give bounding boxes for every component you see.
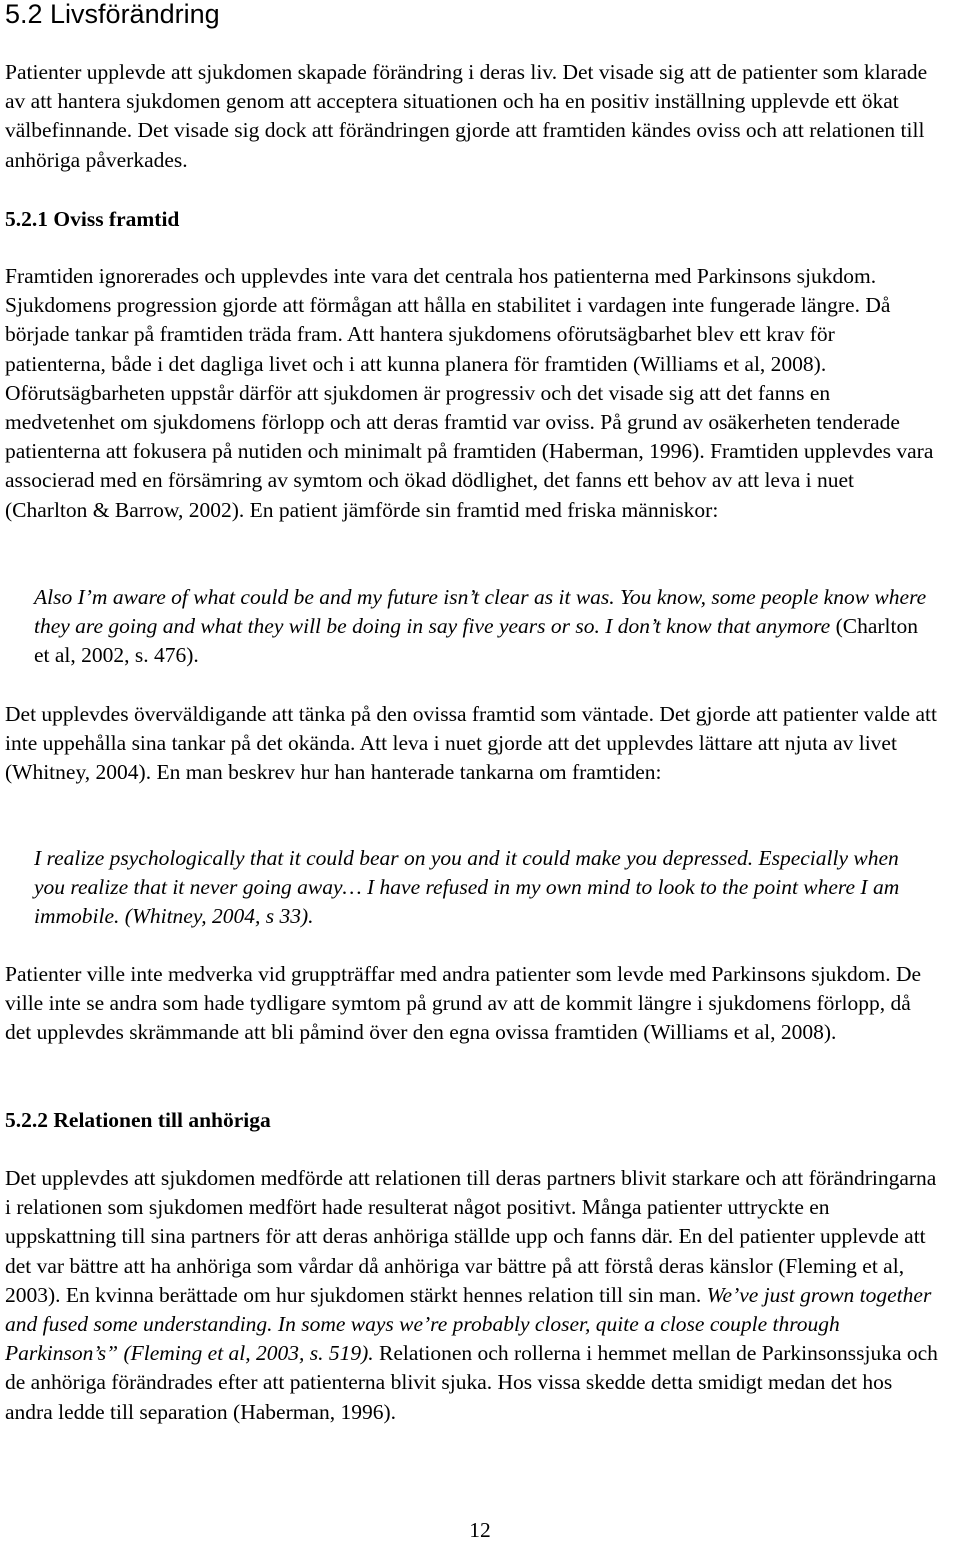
paragraph-oviss-framtid-3: Patienter ville inte medverka vid gruppträffar med andra patienter som levde med Parkinsons sjukdom. De ville inte se andra som hade tydligare symtom på grund av att de kommit längre i sjukdomens förlopp, då det upplevdes skrämmande att bli påmind över den egna ovissa framtiden (Williams et al, 2008). <box>5 962 922 1045</box>
paragraph-relationen <box>5 1164 940 1427</box>
paragraph-text: Relationen och rollerna i hemmet mellan de Parkinsonssjuka och de anhöriga förändrades efter att patienterna blivit sjuka. Hos vissa skedde detta smidigt medan det hos andra ledde till separation (Haberman, 1996). <box>5 1341 938 1424</box>
quote-text: I realize psychologically that it could bear on you and it could make you depressed. Especially when you realize that it never going away… I have refused in my own mind to look to the point where I am immobile. <box>34 846 900 929</box>
section-title: 5.2 Livsförändring <box>5 0 220 29</box>
quote-charlton <box>34 583 934 671</box>
paragraph-oviss-framtid-1: Framtiden ignorerades och upplevdes inte vara det centrala hos patienterna med Parkinsons sjukdom. Sjukdomens progression gjorde att förmågan att hålla en stabilitet i vardagen inte fungerade längre. Då började tankar på framtiden träda fram. Att hantera sjukdomens oförutsägbarhet blev ett krav för patienterna, både i det dagliga livet och i att kunna planera för framtiden (Williams et al, 2008). Oförutsägbarheten uppstår därför att sjukdomen är progressiv och det visade sig att det fanns en medvetenhet om sjukdomens förlopp och att deras framtid var oviss. På grund av osäkerheten tenderade patienterna att fokusera på nutiden och minimalt på framtiden (Haberman, 1996). Framtiden upplevdes vara associerad med en försämring av symtom och ökad dödlighet, det fanns ett behov av att leva i nuet (Charlton & Barrow, 2002). En patient jämförde sin framtid med friska människor: <box>5 264 934 522</box>
paragraph-text: Det upplevdes att sjukdomen medförde att relationen till deras partners blivit starkare och att förändringarna i relationen som sjukdomen medfört hade resulterat något positivt. Många patienter uttryckte en uppskattning till sina partners för att deras anhöriga ställde upp och fanns där. En del patienter upplevde att det var bättre att ha anhöriga som vårdar då anhöriga var bättre på att förstå deras känslor (Fleming et al, 2003). En kvinna berättade om hur sjukdomen stärkt hennes relation till sin man. <box>5 1166 937 1307</box>
inline-quote: We’ve just grown together and fused some understanding. In some ways we’re probably closer, quite a close couple through Parkinson’s” (Fleming et al, 2003, s. 519). <box>5 1282 932 1366</box>
subsection-heading-relationen: 5.2.2 Relationen till anhöriga <box>5 1108 271 1132</box>
quote-citation: (Charlton et al, 2002, s. 476). <box>34 614 918 668</box>
quote-whitney <box>34 844 934 932</box>
intro-paragraph: Patienter upplevde att sjukdomen skapade förändring i deras liv. Det visade sig att de patienter som klarade av att hantera sjukdomen genom att acceptera situationen och ha en positiv inställning upplevde ett ökat välbefinnande. Det visade sig dock att förändringen gjorde att framtiden kändes oviss och att relationen till anhöriga påverkades. <box>5 60 928 172</box>
paragraph-oviss-framtid-2: Det upplevdes överväldigande att tänka på den ovissa framtid som väntade. Det gjorde att patienter valde att inte uppehålla sina tankar på det okända. Att leva i nuet gjorde att det upplevdes lättare att njuta av livet (Whitney, 2004). En man beskrev hur han hanterade tankarna om framtiden: <box>5 702 937 785</box>
quote-text: Also I’m aware of what could be and my future isn’t clear as it was. You know, some people know where they are going and what they will be doing in say five years or so. I don’t know that anymore <box>34 585 927 639</box>
page-number: 12 <box>469 1518 491 1542</box>
quote-citation: (Whitney, 2004, s 33). <box>119 904 314 929</box>
subsection-heading-oviss-framtid: 5.2.1 Oviss framtid <box>5 207 180 231</box>
